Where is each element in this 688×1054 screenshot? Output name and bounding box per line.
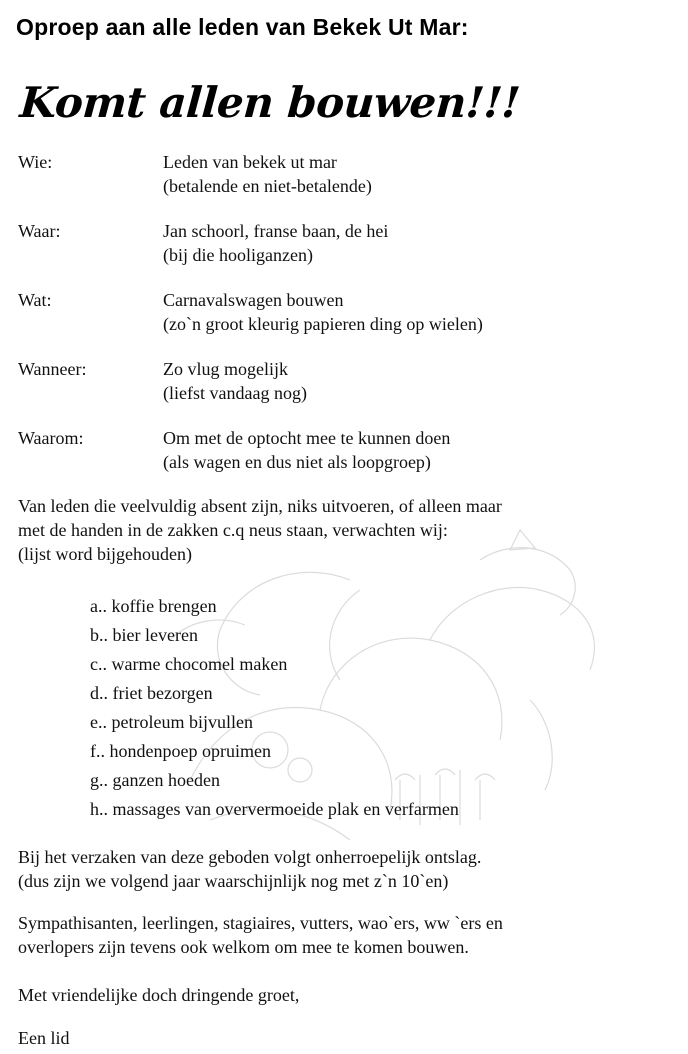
welcome-line: Sympathisanten, leerlingen, stagiaires, vutters, wao`ers, ww `ers en xyxy=(18,913,503,933)
list-item: a.. koffie brengen xyxy=(90,596,217,616)
info-value xyxy=(163,150,372,198)
task-list xyxy=(90,594,459,826)
list-item: g.. ganzen hoeden xyxy=(90,770,220,790)
info-label: Wie: xyxy=(18,152,53,172)
list-item: h.. massages van oververmoeide plak en verfarmen xyxy=(90,799,459,819)
info-label: Wanneer: xyxy=(18,359,87,379)
penalty-line: Bij het verzaken van deze geboden volgt onherroepelijk ontslag. xyxy=(18,847,482,867)
info-line: (liefst vandaag nog) xyxy=(163,383,307,403)
page-title: Komt allen bouwen!!! xyxy=(18,78,522,127)
info-line: Carnavalswagen bouwen xyxy=(163,290,344,310)
signature: Een lid xyxy=(18,1028,70,1048)
list-item: b.. bier leveren xyxy=(90,625,198,645)
info-label: Wat: xyxy=(18,290,52,310)
list-item: c.. warme chocomel maken xyxy=(90,654,288,674)
list-item: e.. petroleum bijvullen xyxy=(90,712,253,732)
info-line: (als wagen en dus niet als loopgroep) xyxy=(163,452,431,472)
welcome-line: overlopers zijn tevens ook welkom om mee te komen bouwen. xyxy=(18,937,469,957)
info-value xyxy=(163,288,483,336)
info-value xyxy=(163,426,450,474)
welcome-paragraph xyxy=(18,911,678,959)
info-label: Waarom: xyxy=(18,428,84,448)
penalty-paragraph xyxy=(18,845,678,893)
intro-line: met de handen in de zakken c.q neus staan, verwachten wij: xyxy=(18,520,448,540)
info-line: (bij die hooliganzen) xyxy=(163,245,313,265)
info-label: Waar: xyxy=(18,221,61,241)
intro-line: Van leden die veelvuldig absent zijn, niks uitvoeren, of alleen maar xyxy=(18,496,502,516)
page-heading: Oproep aan alle leden van Bekek Ut Mar: xyxy=(16,14,469,40)
info-line: Leden van bekek ut mar xyxy=(163,152,337,172)
info-line: Zo vlug mogelijk xyxy=(163,359,288,379)
intro-line: (lijst word bijgehouden) xyxy=(18,544,192,564)
info-value xyxy=(163,219,388,267)
list-item: f.. hondenpoep opruimen xyxy=(90,741,271,761)
info-line: Jan schoorl, franse baan, de hei xyxy=(163,221,389,241)
info-line: (zo`n groot kleurig papieren ding op wielen) xyxy=(163,314,483,334)
info-value xyxy=(163,357,307,405)
list-item: d.. friet bezorgen xyxy=(90,683,213,703)
info-line: (betalende en niet-betalende) xyxy=(163,176,372,196)
info-line: Om met de optocht mee te kunnen doen xyxy=(163,428,451,448)
penalty-line: (dus zijn we volgend jaar waarschijnlijk nog met z`n 10`en) xyxy=(18,871,449,891)
intro-paragraph xyxy=(18,494,678,566)
closing-line: Met vriendelijke doch dringende groet, xyxy=(18,985,300,1005)
